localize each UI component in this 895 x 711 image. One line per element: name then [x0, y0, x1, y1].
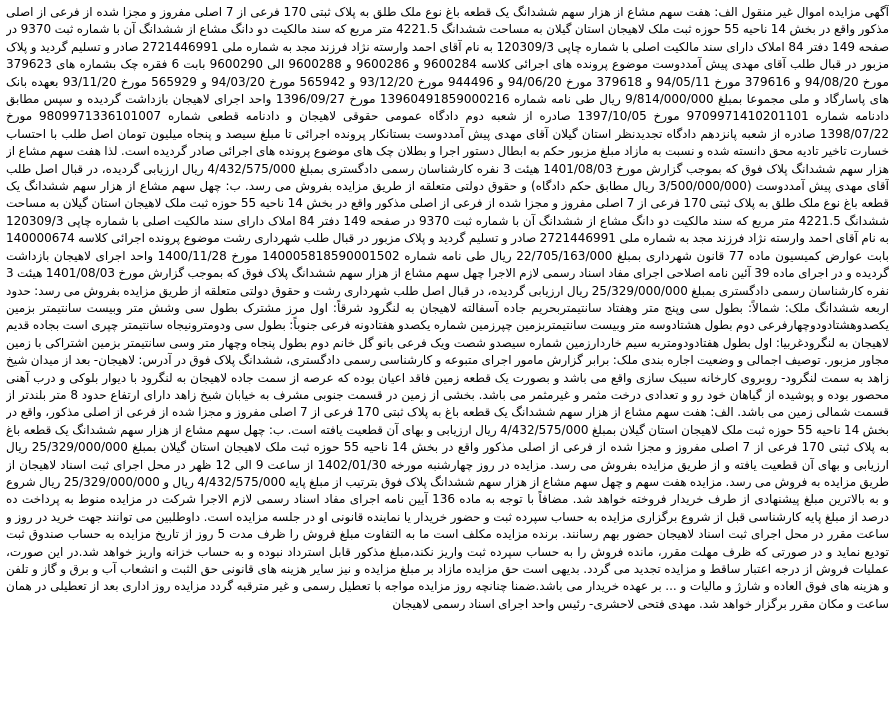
auction-notice-text — [6, 4, 889, 707]
notice-paragraph: آگهی مزایده اموال غیر منقول الف: هفت سهم مشاع از هزار سهم ششدانگ یک قطعه باغ نوع ملک طلق به پلاک ثبتی 170 فرعی از 7 اصلی مفروز و مجزا شده از فرعی از اصلی مذکور واقع در بخش 14 ناحیه 55 حوزه ثبت ملک لاهیجان استان گیلان به مساحت ششدانگ 4221.5 متر مربع که سند مالکیت دو دانگ مشاع از ششدانگ آن با شماره ثبت 9370 در صفحه 149 دفتر 84 املاک دارای سند مالکیت اصلی با شماره چاپی 120309/3 به نام آقای احمد وارسته نژاد فرزند مجد به شماره ملی 2721446991 صادر و تسلیم گردید و پلاک مزبور در قبال طلب آقای مهدی پیش آمددوست موضوع پرونده های اجرائی کلاسه 9600284 و 9600286 و 9600288 الی 9600290 بابت 6 فقره چک بشماره های 379623 مورخ 94/08/20 و 379616 مورخ 94/05/11 و 379618 مورخ 94/06/20 و 944496 مورخ 93/12/20 و 565942 مورخ 94/03/20 و 565929 مورخ 93/11/20 بعهده بانک های پاسارگاد و ملی مجموعا بمبلغ 9/814/000/000 ریال طی نامه شماره 13960491859000216 مورخ 1396/09/27 واحد اجرای لاهیجان بازداشت گردیده و سپس مطابق دادنامه شماره 9709971410201101 مورخ 1397/10/05 صادره از شعبه دوم دادگاه عمومی حقوقی لاهیجان و دادنامه قطعی شماره 9809971336101007 مورخ 1398/07/22 صادره از شعبه پانزدهم دادگاه تجدیدنظر استان گیلان آقای مهدی پیش آمددوست بستانکار پرونده اجرائی تا مبلغ سیصد و پنجاه میلیون تومان اصل طلب با احتساب خسارت تاخیر تادیه محق دانسته شده و نسبت به مازاد مبلغ مزبور حکم به ابطال دستور اجرا و بطلان چک های موضوع پرونده های اجرائی صادر گردیده است. لذا هفت سهم مشاع از هزار سهم ششدانگ پلاک فوق که بموجب گزارش مورخ 1401/08/03 هیئت 3 نفره کارشناسان رسمی دادگستری بمبلغ 4/432/575/000 ریال ارزیابی گردیده، در قبال اصل طلب آقای مهدی پیش آمددوست (3/500/000/000 ریال مطابق حکم دادگاه) و حقوق دولتی متعلقه از طریق مزایده بفروش می رسد. ب: چهل سهم مشاع از هزار سهم ششدانگ یک قطعه باغ نوع ملک طلق به پلاک ثبتی 170 فرعی از 7 اصلی مفروز و مجزا شده از فرعی از اصلی مذکور واقع در بخش 14 ناحیه 55 حوزه ثبت ملک لاهیجان استان گیلان به مساحت ششدانگ 4221.5 متر مربع که سند مالکیت دو دانگ مشاع از ششدانگ آن با شماره ثبت 9370 در صفحه 149 دفتر 84 املاک دارای سند مالکیت اصلی با شماره چاپی 120309/3 به نام آقای احمد وارسته نژاد فرزند مجد به شماره ملی 2721446991 صادر و تسلیم گردید و پلاک مزبور در قبال طلب شهرداری رشت موضوع پرونده اجرائی کلاسه 140000674 بابت عوارض کمیسیون ماده 77 قانون شهرداری بمبلغ 22/705/163/000 ریال طی نامه شماره 140005818590001502 مورخ 1400/11/28 واحد اجرای لاهیجان بازداشت گردیده و در اجرای ماده 39 آئین نامه اصلاحی اجرای مفاد اسناد رسمی لازم الاجرا چهل سهم مشاع از هزار سهم ششدانگ پلاک فوق که بموجب گزارش مورخ 1401/08/03 هیئت 3 نفره کارشناسان رسمی دادگستری بمبلغ 25/329/000/000 ریال ارزیابی گردیده، در قبال اصل طلب شهرداری رشت و حقوق دولتی متعلقه از طریق مزایده بفروش می رسد: حدود اربعه ششدانگ ملک: شمالاً: بطول سی وپنج متر وهفتاد سانتیمتربحریم جاده آسفالته لاهیجان به لنگرود شرقاً: اول مرز مشترک بطول سی وشش متر وبیست سانتیمتر بزمین یکصدوهشتادودوچهارفرعی دوم بطول هشتادوسه متر وبیست سانتیمتربزمین چپرزمین شماره یکصدو هفتادونه فرعی جنوباً: بطول سی ودومترونیجاه سانتیمتر چپری است بجاده قدیم لاهیجان به لنگرودغربیا: اول بطول هفتادودومتربه سیم خاردارزمین شماره سیصدو شصت ویک فرعی بانو گل خانم دوم بطول پنجاه وچهار متر وسی سانتیمتر بزمین اشتراکی با زمین مجاور مزبور. توصیف اجمالی و وضعیت اجاره بندی ملک: برابر گزارش مامور اجرای متبوعه و کارشناسی رسمی دادگستری، ششدانگ پلاک فوق در آدرس: لاهیجان- بعد از میدان شیخ زاهد به سمت لنگرود- روبروی کارخانه سیبک سازی واقع می باشد و بصورت یک قطعه زمین فاقد اعیان بوده که عرصه از سمت جاده لاهیجان به لنگرود با دیوار بلوکی و درب آهنی محصور بوده و پوشیده از گیاهان خود رو و تعدادی درخت مثمر و غیرمثمر می باشد. بخشی از زمین در قسمت جنوبی مشرف به خیابان شیخ زاهد دارای ارتفاع حدود 8 متر بلندتر از قسمت شمالی زمین می باشد. الف: هفت سهم مشاع از هزار سهم ششدانگ یک قطعه باغ به پلاک ثبتی 170 فرعی از 7 اصلی مفروز و مجزا شده از فرعی از اصلی مذکور، واقع در بخش 14 ناحیه 55 حوزه ثبت ملک لاهیجان استان گیلان بمبلغ 4/432/575/000 ریال ارزیابی و بهای آن قطعیت یافته است. ب: چهل سهم مشاع از هزار سهم ششدانگ یک قطعه باغ به پلاک ثبتی 170 فرعی از 7 اصلی مفروز و مجزا شده از فرعی از اصلی مذکور واقع در بخش 14 ناحیه 55 حوزه ثبت ملک لاهیجان استان گیلان بمبلغ 25/329/000/000 ریال ارزیابی و بهای آن قطعیت یافته و از طریق مزایده بفروش می رسد. مزایده در روز چهارشنبه مورخه 1402/01/30 از ساعت 9 الی 12 ظهر در محل اجرای ثبت اسناد لاهیجان از طریق مزایده به فروش می رسد. مزایده هفت سهم و چهل سهم مشاع از هزار سهم ششدانگ پلاک فوق بترتیب از مبلغ پایه 4/432/575/000 ریال و 25/329/000/000 ریال شروع و به بالاترین مبلغ پیشنهادی از طرف خریدار فروخته خواهد شد. مضافاً با توجه به ماده 136 آیین نامه اجرای مفاد اسناد رسمی لازم الاجرا شرکت در مزایده منوط به پرداخت ده درصد از مبلغ پایه کارشناسی قبل از شروع برگزاری مزایده به حساب سپرده ثبت و حضور خریدار یا نماینده قانونی او در جلسه مزایده است. داوطلبین می توانند جهت خرید در روز و ساعت مقرر در محل اجرای ثبت اسناد لاهیجان حضور بهم رسانند. برنده مزایده مکلف است ما به التفاوت مبلغ فروش را ظرف مدت 5 روز از تاریخ مزایده به حساب صندوق ثبت تودیع نماید و در صورتی که ظرف مهلت مقرر، مانده فروش را به حساب سپرده ثبت واریز نکند،مبلغ مذکور قابل استرداد نبوده و به حساب خزانه واریز خواهد شد.در این صورت، عملیات فروش از درجه اعتبار ساقط و مزایده تجدید می گردد. بدیهی است حق مزایده مازاد بر مبلغ مزایده و نیز سایر هزینه های قانونی حق الثبت و انشعاب آب و برق و گاز و تلفن و هزینه های فوق العاده و شارژ و مالیات و ... بر عهده خریدار می باشد.ضمنا چنانچه روز مزایده مواجه با تعطیل رسمی و غیر مترقبه گردد مزایده روز اداری بعد از تعطیلی در همان ساعت و مکان مقرر برگزار خواهد شد. مهدی فتحی لاحشری- رئیس واحد اجرای اسناد رسمی لاهیجان — [6, 5, 889, 611]
